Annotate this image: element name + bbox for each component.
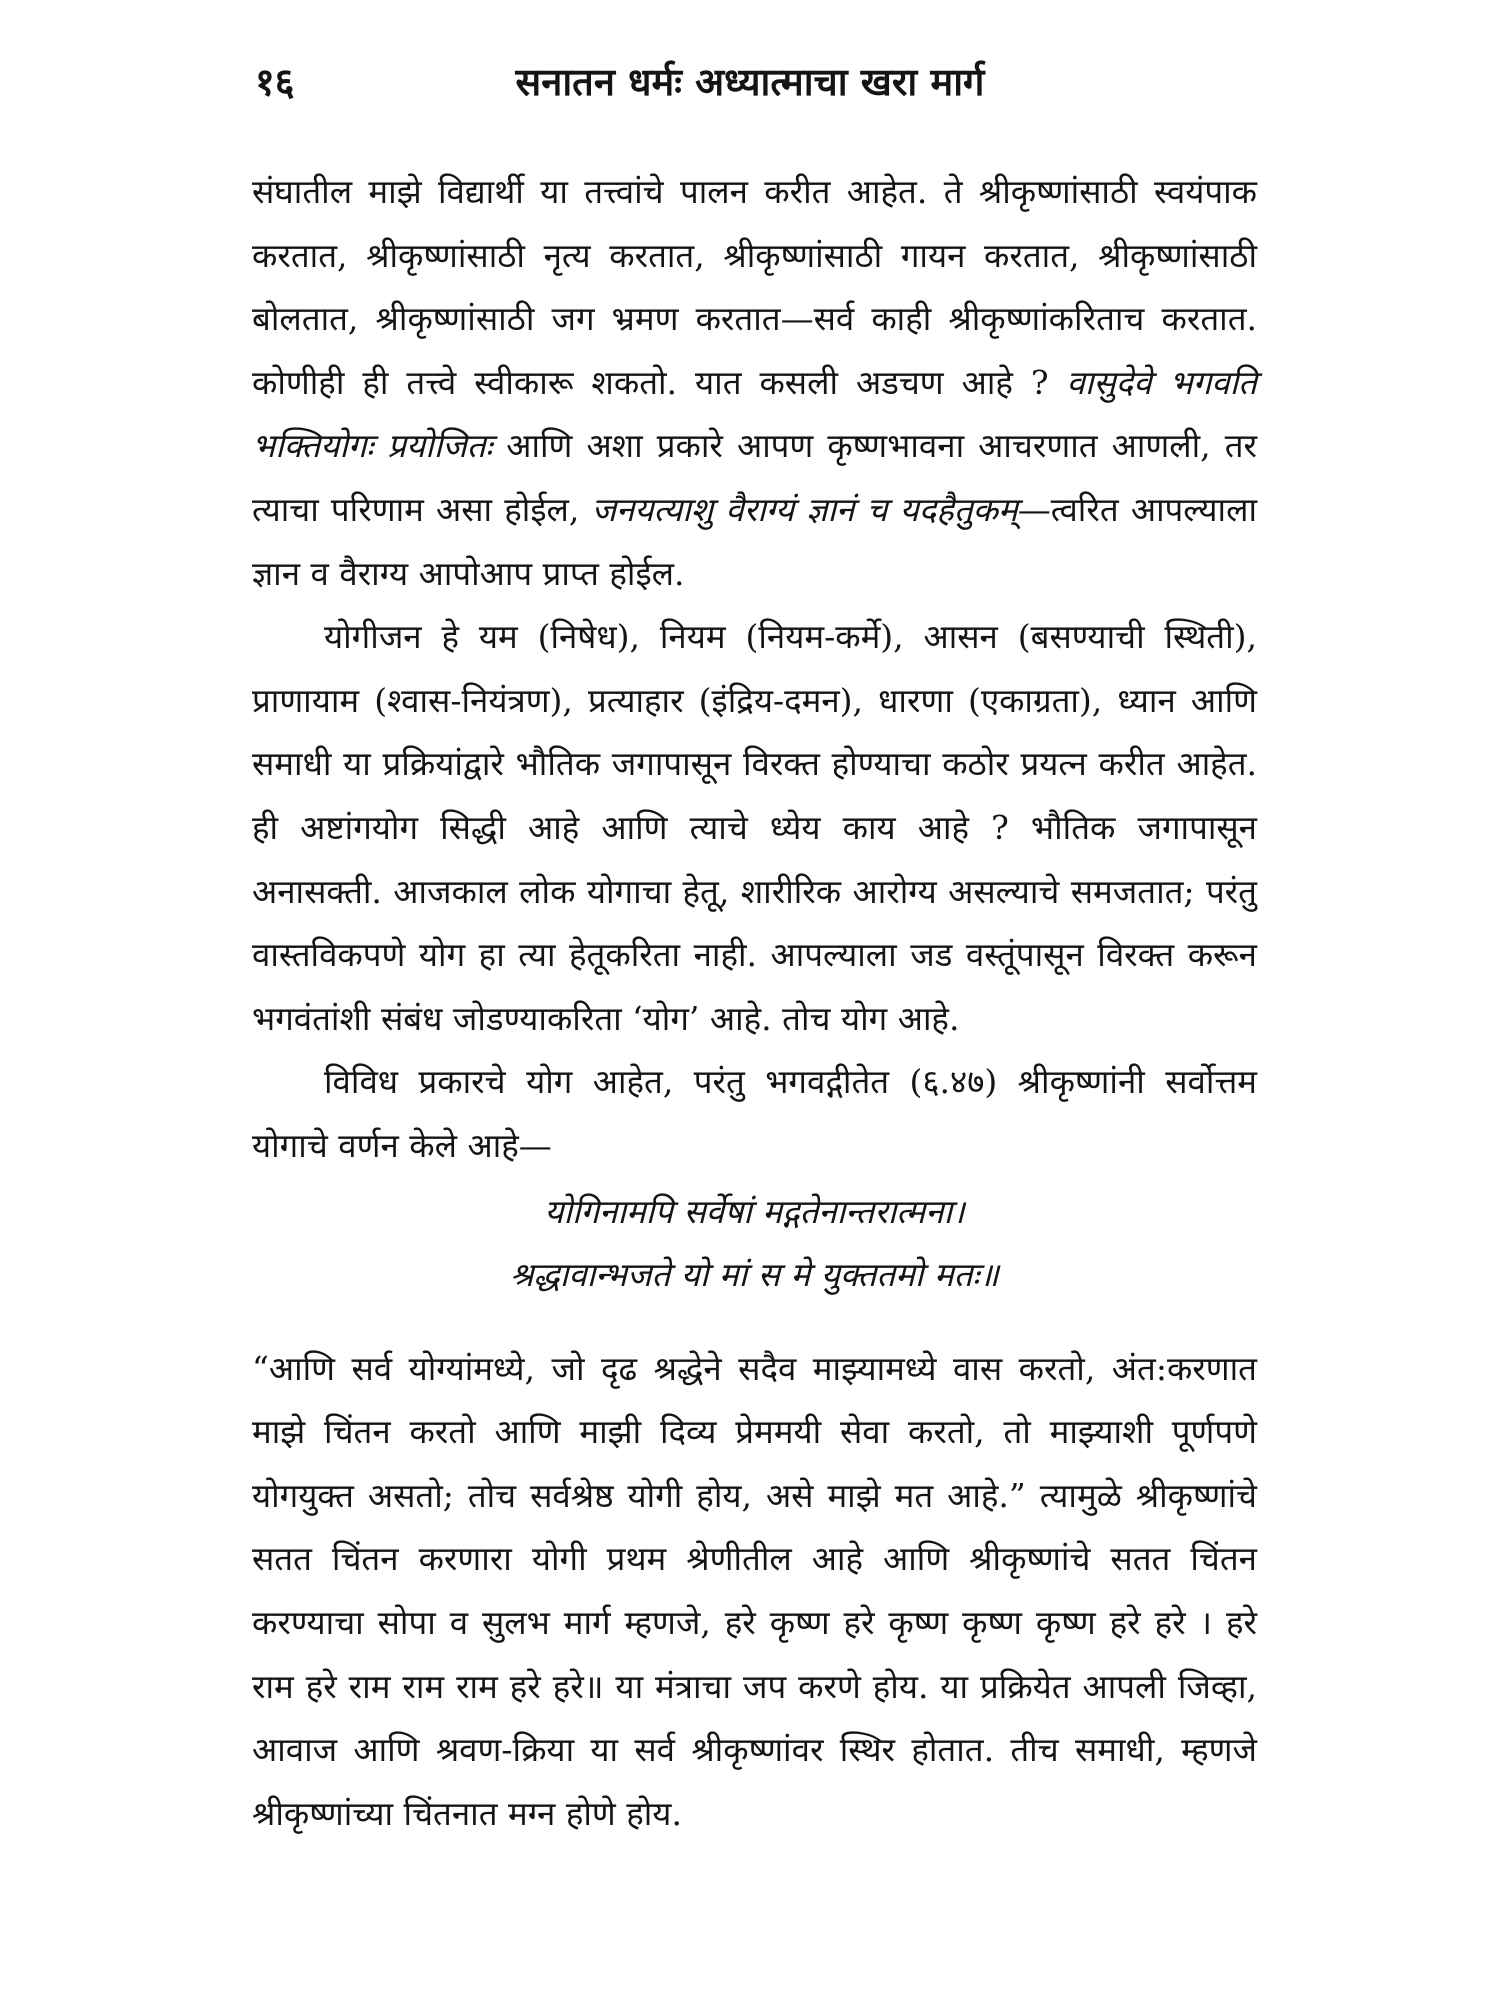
paragraph-4: “आणि सर्व योग्यांमध्ये, जो दृढ श्रद्धेने सदैव माझ्यामध्ये वास करतो, अंत:करणात माझे चिंतन करतो आणि माझी दिव्य प्रेममयी सेवा करतो, तो माझ्याशी पूर्णपणे योगयुक्त असतो; तोच सर्वश्रेष्ठ योगी होय, असे माझे मत आहे.” त्यामुळे श्रीकृष्णांचे सतत चिंतन करणारा योगी प्रथम श्रेणीतील आहे आणि श्रीकृष्णांचे सतत चिंतन करण्याचा सोपा व सुलभ मार्ग म्हणजे, हरे कृष्ण हरे कृष्ण कृष्ण कृष्ण हरे हरे । हरे राम हरे राम राम राम हरे हरे॥ या मंत्राचा जप करणे होय. या प्रक्रियेत आपली जिव्हा, आवाज आणि श्रवण-क्रिया या सर्व श्रीकृष्णांवर स्थिर होतात. तीच समाधी, म्हणजे श्रीकृष्णांच्या चिंतनात मग्न होणे होय.: [252, 1348, 1257, 1833]
paragraph-3: विविध प्रकारचे योग आहेत, परंतु भगवद्गीतेत (६.४७) श्रीकृष्णांनी सर्वोत्तम योगाचे वर्णन केले आहे—: [252, 1062, 1257, 1165]
verse-line-2: श्रद्धावान्भजते यो मां स मे युक्ततमो मतः॥: [510, 1255, 999, 1295]
page-header: [245, 52, 1255, 112]
page-number: १६: [255, 59, 295, 104]
sanskrit-quote-2: जनयत्याशु वैराग्यं ज्ञानं च यदहैतुकम्: [591, 489, 1018, 529]
body-text: [252, 160, 1257, 1845]
paragraph-1-text-b: आणि अशा प्रकारे आपण कृष्णभावना आचरणात आणली, तर त्याचा परिणाम असा होईल,: [252, 426, 1257, 529]
sanskrit-quote-1: वासुदेवे भगवति भक्तियोगः प्रयोजितः: [252, 362, 1257, 466]
gita-verse: [252, 1178, 1257, 1319]
paragraph-1-text-c: —त्वरित आपल्याला ज्ञान व वैराग्य आपोआप प्राप्त होईल.: [252, 489, 1257, 593]
paragraph-1: [252, 160, 1257, 605]
running-title: सनातन धर्मः अध्यात्माचा खरा मार्ग: [515, 59, 985, 104]
paragraph-1-text-a: संघातील माझे विद्यार्थी या तत्त्वांचे पालन करीत आहेत. ते श्रीकृष्णांसाठी स्वयंपाक करतात, श्रीकृष्णांसाठी नृत्य करतात, श्रीकृष्णांसाठी गायन करतात, श्रीकृष्णांसाठी बोलतात, श्रीकृष्णांसाठी जग भ्रमण करतात—सर्व काही श्रीकृष्णांकरिताच करतात. कोणीही ही तत्त्वे स्वीकारू शकतो. यात कसली अडचण आहे ?: [252, 172, 1257, 402]
paragraph-2: योगीजन हे यम (निषेध), नियम (नियम-कर्मे), आसन (बसण्याची स्थिती), प्राणायाम (श्वास-नियंत्रण), प्रत्याहार (इंद्रिय-दमन), धारणा (एकाग्रता), ध्यान आणि समाधी या प्रक्रियांद्वारे भौतिक जगापासून विरक्त होण्याचा कठोर प्रयत्न करीत आहेत. ही अष्टांगयोग सिद्धी आहे आणि त्याचे ध्येय काय आहे ? भौतिक जगापासून अनासक्ती. आजकाल लोक योगाचा हेतू, शारीरिक आरोग्य असल्याचे समजतात; परंतु वास्तविकपणे योग हा त्या हेतूकरिता नाही. आपल्याला जड वस्तूंपासून विरक्त करून भगवंतांशी संबंध जोडण्याकरिता ‘योग’ आहे. तोच योग आहे.: [252, 617, 1257, 1038]
verse-line-1: योगिनामपि सर्वेषां मद्गतेनान्तरात्मना।: [544, 1191, 965, 1231]
